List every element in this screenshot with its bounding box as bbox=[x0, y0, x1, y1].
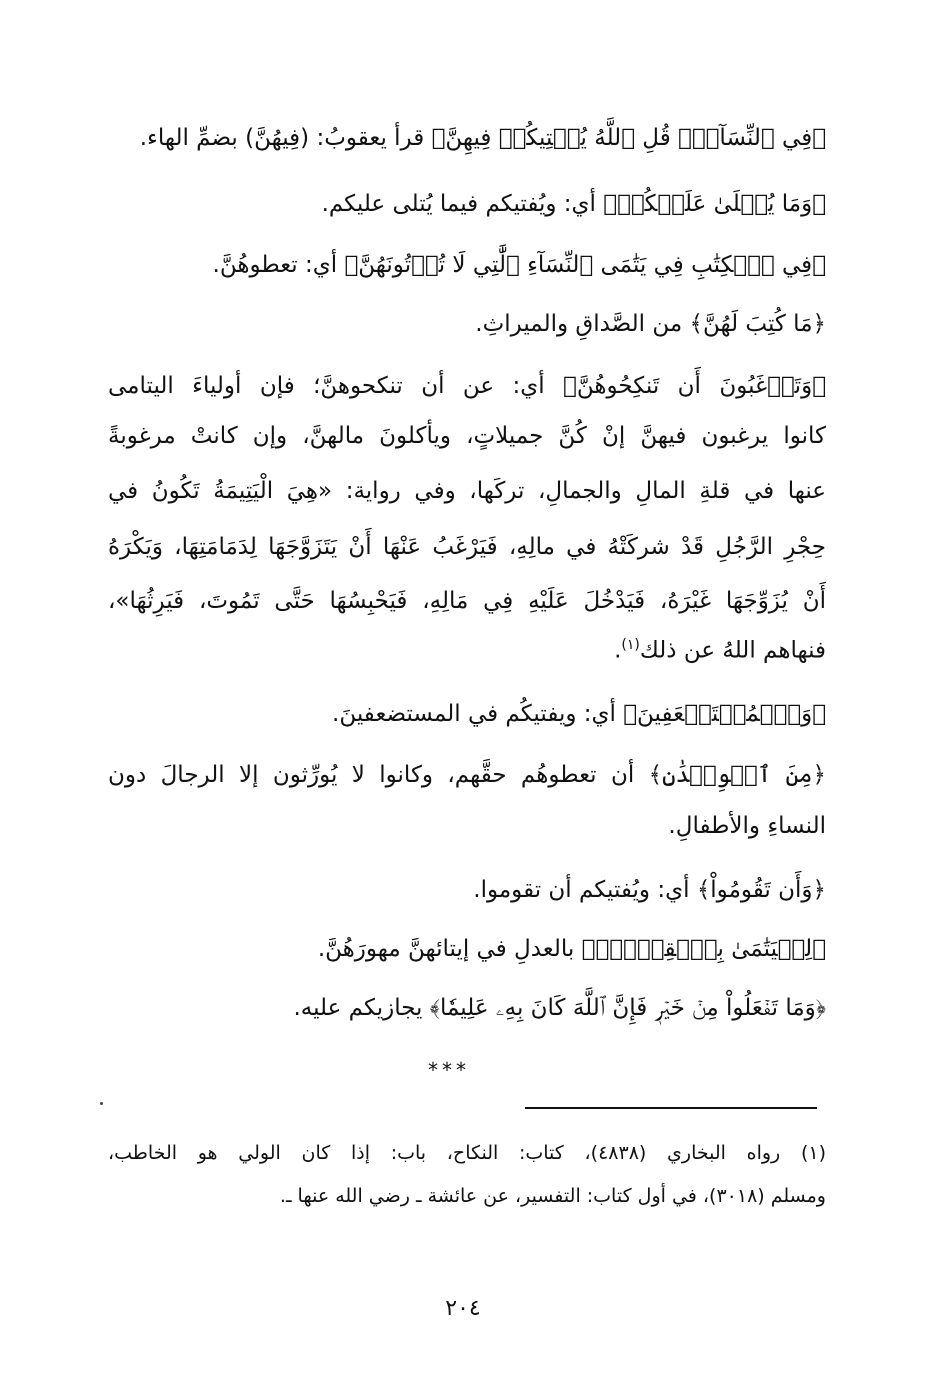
footnote-line-2: ومسلم (٣٠١٨)، في أول كتاب: التفسير، عن عائشة ـ رضي الله عنها ـ. bbox=[279, 1185, 826, 1207]
quran-text: مَا كُتِبَ لَهُنَّ bbox=[702, 311, 813, 337]
quran-text: وَمَا يُتۡلَىٰ عَلَيۡكُمۡ bbox=[617, 191, 813, 217]
verse-open-bracket: ﴿ bbox=[812, 877, 826, 903]
verse-line-2 bbox=[322, 193, 826, 216]
paragraph-2-line-1 bbox=[108, 764, 826, 787]
quran-text: فِي ٱلنِّسَآءِۖ قُلِ ٱللَّهُ يُفۡتِيكُمۡ فِيهِنَّ bbox=[445, 125, 813, 151]
commentary-text: أي: ويفتيكُم في المستضعفينَ. bbox=[332, 701, 624, 727]
verse-open-bracket: ﴿ bbox=[812, 125, 826, 151]
verse-open-bracket: ﴿ bbox=[812, 936, 826, 962]
footnote-reference[interactable]: (١) bbox=[621, 637, 640, 653]
verse-open-bracket: ﴿ bbox=[812, 701, 826, 727]
paragraph-1-line-5: أَنْ يُزَوِّجَهَا غَيْرَهُ، فَيَدْخُلَ عَلَيْهِ فِي مَالِهِ، فَيَحْبِسُهَا حَتَّى تَمُوتَ، فَيَرِثُهَا»، bbox=[108, 588, 826, 614]
verse-open-bracket: ﴿ bbox=[812, 373, 826, 399]
verse-line-5 bbox=[332, 703, 826, 726]
verse-line-1 bbox=[140, 127, 826, 150]
commentary-text: أي: ويُفتيكم أن تقوموا. bbox=[473, 877, 697, 903]
verse-close-bracket: ﴾ bbox=[581, 936, 596, 962]
verse-line-8 bbox=[293, 997, 826, 1020]
speck-mark bbox=[100, 1102, 103, 1105]
quran-text: فِي ٱلۡكِتَٰبِ فِي يَتَٰمَى ٱلنِّسَآءِ ٱلَّٰتِي لَا تُؤۡتُونَهُنَّ bbox=[358, 252, 813, 278]
verse-close-bracket: ﴾ bbox=[648, 762, 663, 788]
verse-line-4 bbox=[475, 313, 826, 336]
verse-close-bracket: ﴾ bbox=[603, 191, 618, 217]
footnote-divider bbox=[525, 1107, 817, 1109]
page-number: ٢٠٤ bbox=[445, 1296, 481, 1321]
quran-text: لِلۡيَتَٰمَىٰ بِٱلۡقِسۡطِۚ bbox=[595, 936, 813, 962]
paragraph-1-line-6 bbox=[614, 638, 826, 663]
verse-close-bracket: ﴾ bbox=[563, 373, 577, 399]
verse-open-bracket: ﴿ bbox=[812, 191, 826, 217]
commentary-text: أي: ويُفتيكم فيما يُتلى عليكم. bbox=[321, 191, 604, 217]
paragraph-1-line-1 bbox=[108, 375, 826, 398]
verse-close-bracket: ﴾ bbox=[344, 252, 359, 278]
verse-open-bracket: ﴿ bbox=[815, 995, 826, 1021]
verse-line-3 bbox=[213, 254, 826, 277]
verse-close-bracket: ﴾ bbox=[689, 311, 703, 337]
commentary-text: قرأ يعقوبُ: (فِيهُنَّ) بضمِّ الهاء. bbox=[139, 125, 432, 151]
verse-close-bracket: ﴾ bbox=[429, 995, 440, 1021]
section-separator-asterisks: *** bbox=[428, 1058, 470, 1082]
verse-close-bracket: ﴾ bbox=[431, 125, 446, 151]
commentary-text: أن تعطوهُم حقَّهم، وكانوا لا يُورِّثون إلا الرجالَ دون bbox=[108, 762, 649, 788]
verse-open-bracket: ﴿ bbox=[812, 311, 826, 337]
verse-line-7 bbox=[318, 938, 826, 961]
sentence-end: . bbox=[614, 637, 622, 664]
paragraph-1-line-2: كانوا يرغبون فيهنَّ إنْ كُنَّ جميلاتٍ، ويأكلونَ مالهنَّ، وإن كانتْ مرغوبةً bbox=[108, 423, 826, 449]
quran-text: وَٱلۡمُسۡتَضۡعَفِينَ bbox=[637, 701, 813, 727]
paragraph-2-line-2: النساءِ والأطفالِ. bbox=[668, 813, 826, 839]
quran-text: وَتَرۡغَبُونَ أَن تَنكِحُوهُنَّ bbox=[576, 373, 813, 399]
commentary-text: أي: عن أن تنكحوهنَّ؛ فإن أولياءَ اليتامى bbox=[108, 373, 564, 399]
quran-text: وَأَن تَقُومُواْ bbox=[710, 877, 813, 903]
commentary-text: من الصَّداقِ والميراثِ. bbox=[475, 311, 690, 337]
commentary-text: أي: تعطوهُنَّ. bbox=[212, 252, 345, 278]
commentary-text: بالعدلِ في إيتائهنَّ مهورَهُنَّ. bbox=[317, 936, 582, 962]
verse-open-bracket: ﴿ bbox=[812, 762, 826, 788]
quran-text: مِنَ ٱلۡوِلۡدَٰنِ bbox=[662, 762, 813, 788]
paragraph-1-line-4: حِجْرِ الرَّجُلِ قَدْ شركَتْهُ في مالِهِ، فَيَرْغَبُ عَنْهَا أَنْ يَتَزَوَّجَهَا لِدَمَامَتِهَا، وَيَكْرَهُ bbox=[108, 534, 826, 560]
verse-close-bracket: ﴾ bbox=[623, 701, 638, 727]
verse-open-bracket: ﴿ bbox=[812, 252, 826, 278]
paragraph-1-line-3: عنها في قلةِ المالِ والجمالِ، تركَها، وفي رواية: «هِيَ الْيَتِيمَةُ تَكُونُ في bbox=[108, 478, 826, 504]
verse-close-bracket: ﴾ bbox=[696, 877, 711, 903]
verse-line-6 bbox=[473, 879, 826, 902]
commentary-text: يجازيكم عليه. bbox=[293, 995, 430, 1021]
commentary-text: فنهاهم اللهُ عن ذلك bbox=[639, 637, 826, 664]
footnote-line-1: (١) رواه البخاري (٤٨٣٨)، كتاب: النكاح، باب: إذا كان الولي هو الخاطب، bbox=[108, 1142, 826, 1164]
quran-text: وَمَا تَفۡعَلُواْ مِنۡ خَيۡرٖ فَإِنَّ ٱللَّهَ كَانَ بِهِۦ عَلِيمٗا bbox=[439, 995, 816, 1021]
